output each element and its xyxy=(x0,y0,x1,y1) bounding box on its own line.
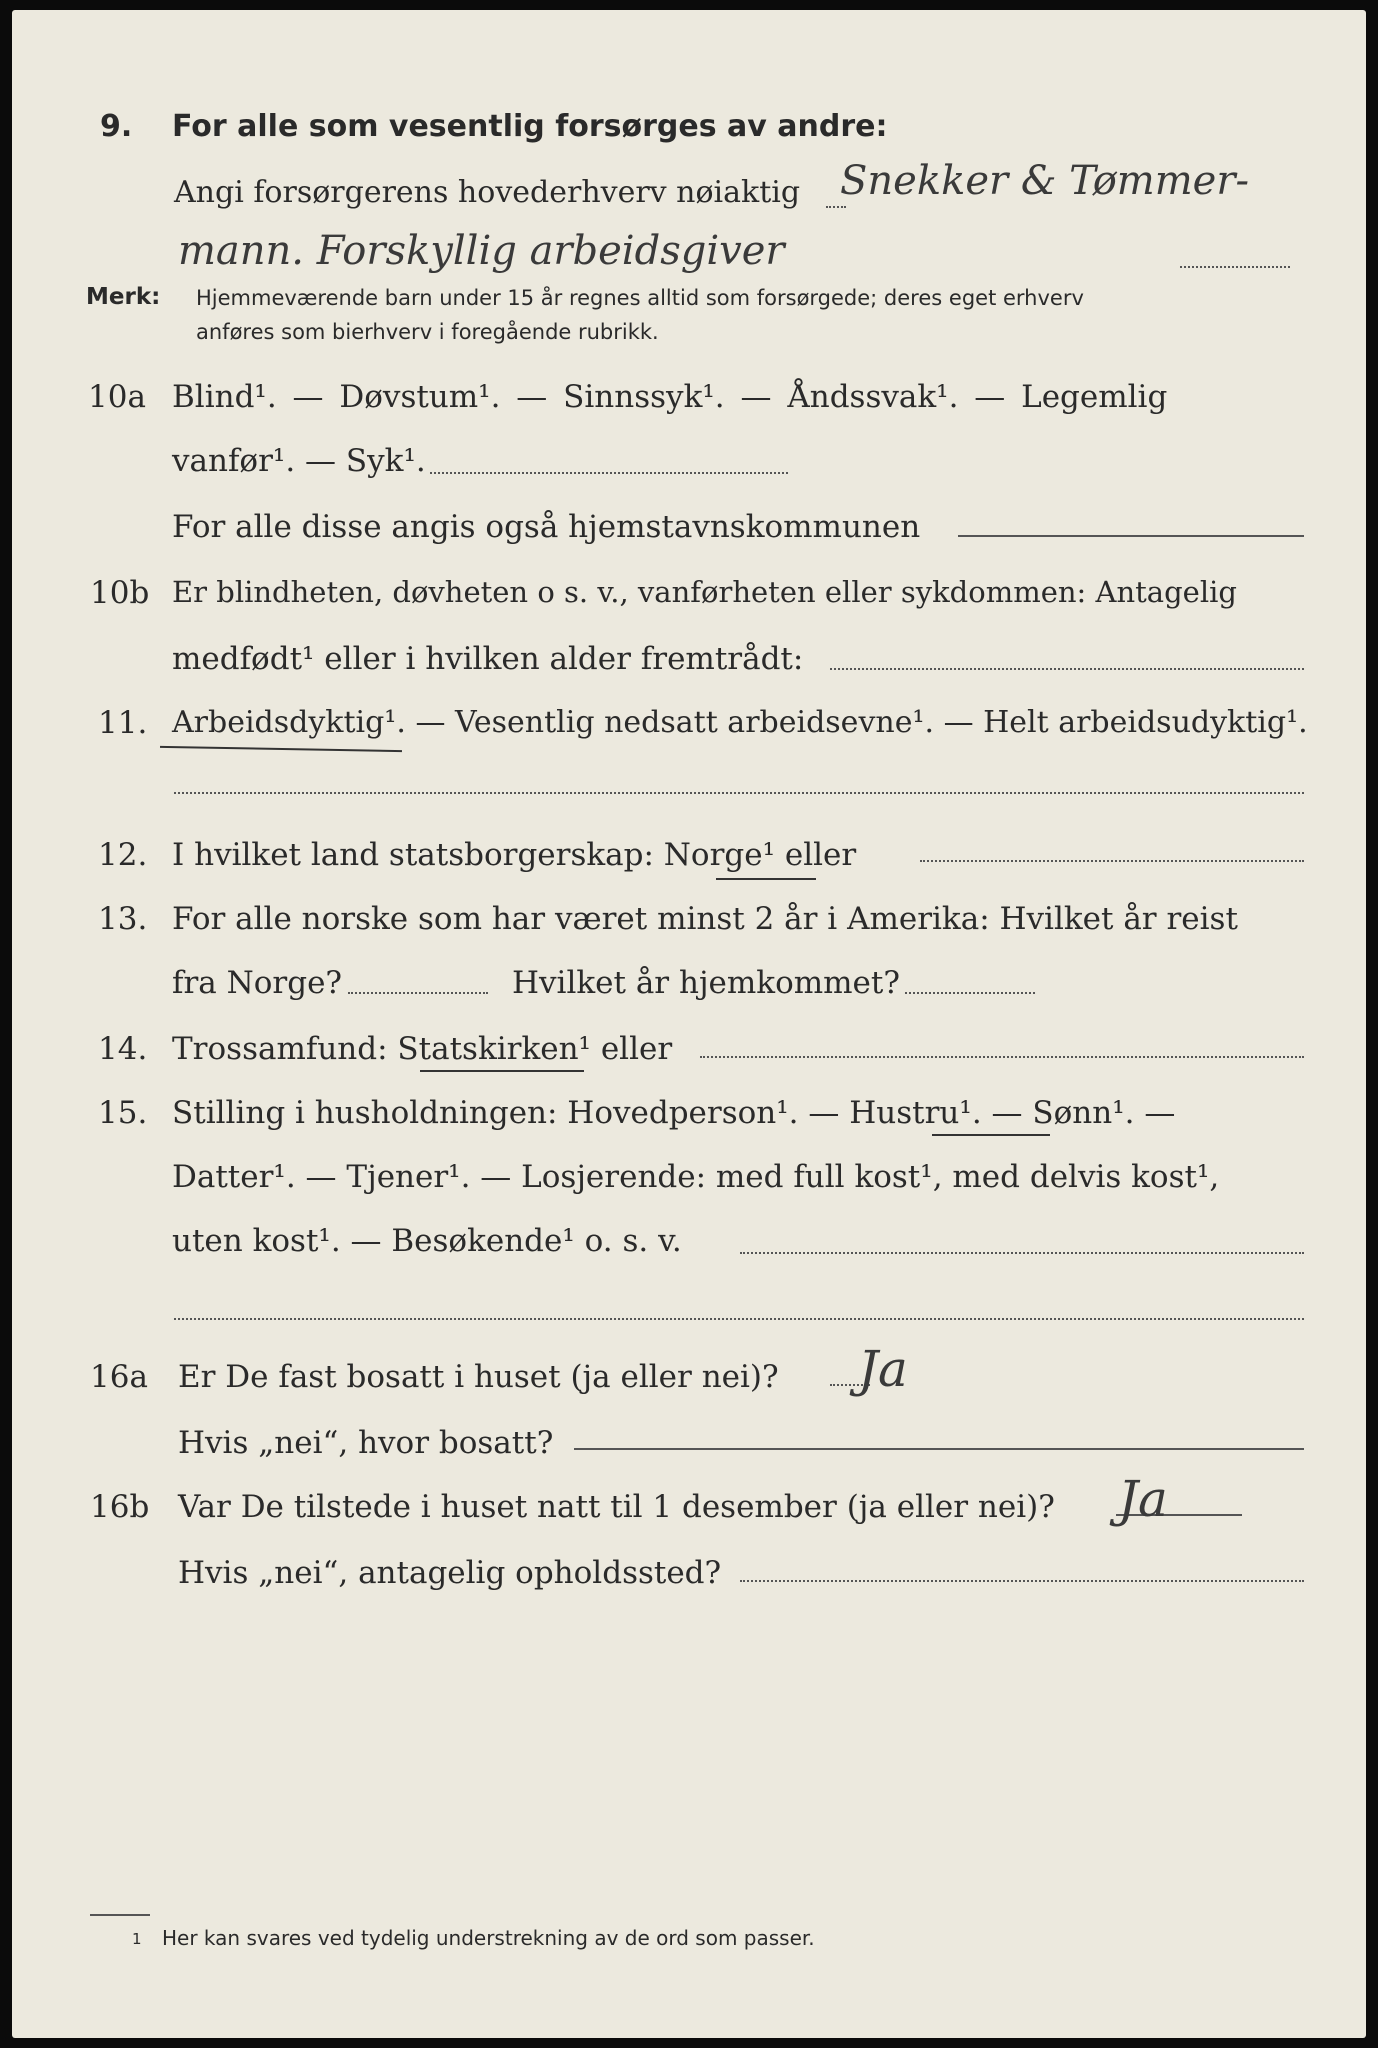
q10a-kommune-line xyxy=(958,535,1304,537)
footnote-mark: 1 xyxy=(132,1930,142,1948)
q16a-line xyxy=(574,1448,1304,1450)
q15-hustru-underline xyxy=(932,1134,1050,1136)
q14-statskirken-underline xyxy=(420,1070,584,1072)
q12-number: 12. xyxy=(98,837,148,873)
q16a-answer: Ja xyxy=(858,1340,908,1398)
q12-line1: I hvilket land statsborgerskap: Norge¹ eller xyxy=(172,837,857,873)
q13-line2a: fra Norge? xyxy=(172,965,343,1001)
q15-line2: Datter¹. — Tjener¹. — Losjerende: med full kost¹, med delvis kost¹, xyxy=(172,1159,1220,1195)
q10a-line1: Blind¹. — Døvstum¹. — Sinnssyk¹. — Åndssvak¹. — Legemlig xyxy=(172,379,1168,415)
q10b-line xyxy=(830,668,1304,670)
q10a-line3: For alle disse angis også hjemstavnskommunen xyxy=(172,509,921,545)
q15-number: 15. xyxy=(98,1095,148,1131)
q16a-number: 16a xyxy=(90,1359,148,1395)
q12-norge-underline xyxy=(716,878,816,880)
q10a-syk-line xyxy=(430,472,788,474)
q16b-answer: Ja xyxy=(1118,1470,1168,1528)
q16b-line2: Hvis „nei“, antagelig opholdssted? xyxy=(178,1555,722,1591)
q10a-number: 10a xyxy=(88,379,146,415)
q11-number: 11. xyxy=(98,705,148,741)
q15-line3: uten kost¹. — Besøkende¹ o. s. v. xyxy=(172,1223,682,1259)
q10b-number: 10b xyxy=(90,575,150,611)
q13-number: 13. xyxy=(98,901,148,937)
q13-line2b: Hvilket år hjemkommet? xyxy=(512,965,900,1001)
q14-line1: Trossamfund: Statskirken¹ eller xyxy=(172,1031,673,1067)
q9-answer-line2: mann. Forskyllig arbeidsgiver xyxy=(178,228,785,274)
merk-line1: Hjemmeværende barn under 15 år regnes alltid som forsørgede; deres eget erhverv xyxy=(196,286,1084,310)
q16b-number: 16b xyxy=(90,1489,150,1525)
q15-extra-line xyxy=(174,1318,1304,1320)
q9-title: For alle som vesentlig forsørges av andre: xyxy=(172,109,888,144)
q13-hjemkommet-line xyxy=(905,992,1035,994)
q15-line xyxy=(740,1252,1304,1254)
form-page xyxy=(12,10,1366,2038)
q16b-line xyxy=(740,1580,1304,1582)
q12-line xyxy=(920,860,1304,862)
q9-text: Angi forsørgerens hovederhverv nøiaktig xyxy=(174,175,801,210)
q16a-line1: Er De fast bosatt i huset (ja eller nei)? xyxy=(178,1359,779,1395)
merk-line2: anføres som bierhverv i foregående rubrikk. xyxy=(196,320,659,344)
q14-number: 14. xyxy=(98,1031,148,1067)
q9-dots xyxy=(826,206,846,208)
q14-line xyxy=(700,1056,1304,1058)
merk-label: Merk: xyxy=(86,284,161,310)
q10b-line1: Er blindheten, døvheten o s. v., vanførheten eller sykdommen: Antagelig xyxy=(172,575,1237,609)
q16a-line2: Hvis „nei“, hvor bosatt? xyxy=(178,1425,554,1461)
q10b-line2: medfødt¹ eller i hvilken alder fremtrådt: xyxy=(172,641,804,677)
q13-line1: For alle norske som har været minst 2 år i Amerika: Hvilket år reist xyxy=(172,901,1238,937)
q9-answer-dots xyxy=(1180,266,1290,268)
q11-line xyxy=(174,792,1304,794)
footnote-text: Her kan svares ved tydelig understrekning av de ord som passer. xyxy=(162,1926,815,1950)
q10a-line2: vanfør¹. — Syk¹. xyxy=(172,443,426,479)
q11-line1: Arbeidsdyktig¹. — Vesentlig nedsatt arbeidsevne¹. — Helt arbeidsudyktig¹. xyxy=(172,705,1308,740)
q16b-line1: Var De tilstede i huset natt til 1 desember (ja eller nei)? xyxy=(178,1489,1055,1525)
q9-number: 9. xyxy=(100,109,133,144)
q9-answer-line1: Snekker & Tømmer- xyxy=(840,158,1249,204)
q13-reist-line xyxy=(348,992,488,994)
footnote-rule xyxy=(90,1914,150,1916)
q15-line1: Stilling i husholdningen: Hovedperson¹. — Hustru¹. — Sønn¹. — xyxy=(172,1095,1176,1131)
